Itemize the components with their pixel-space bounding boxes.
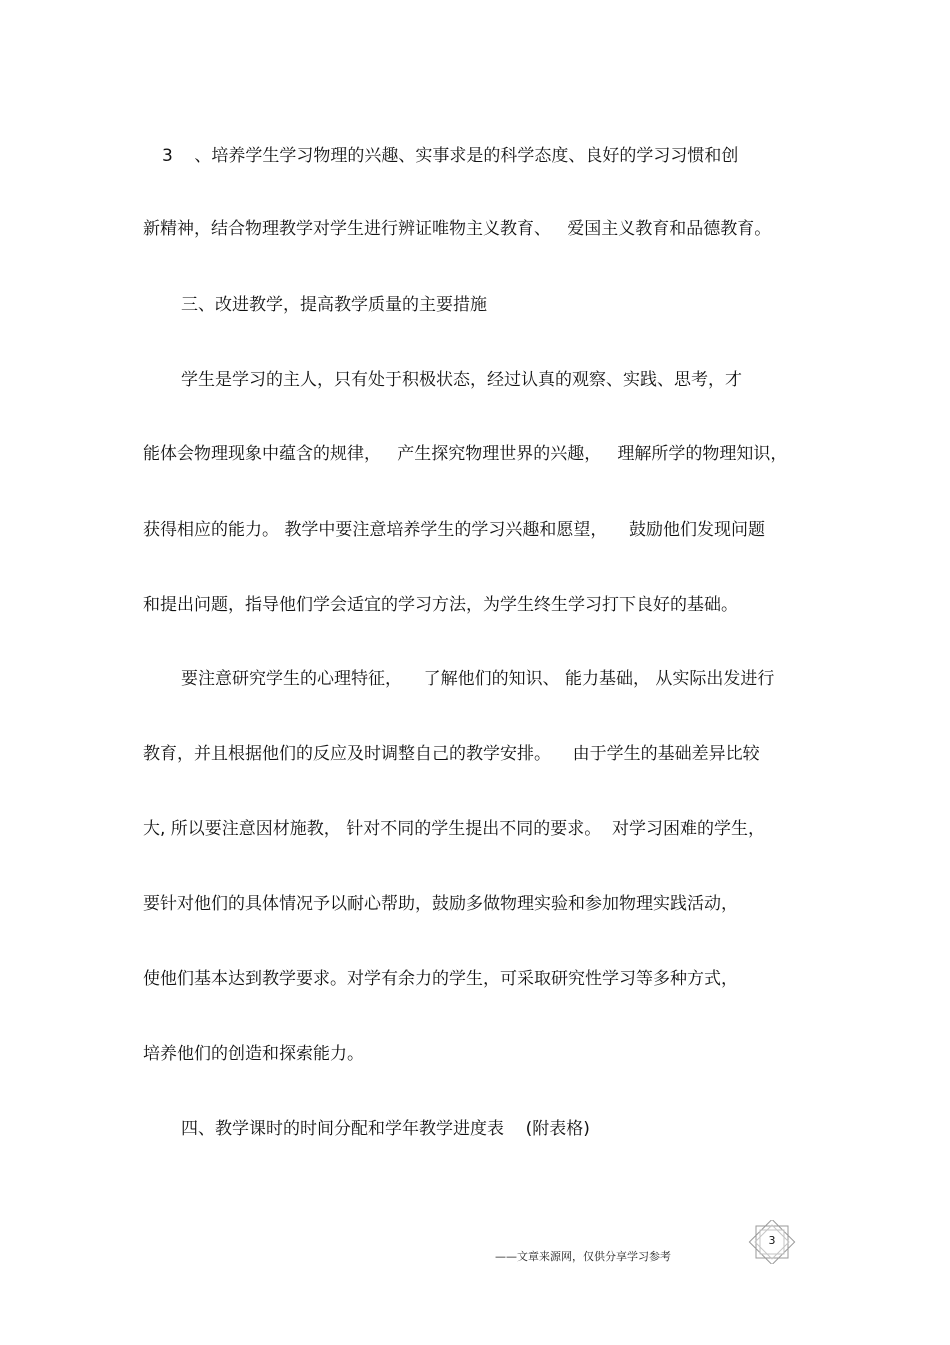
text-line-11: 要针对他们的具体情况予以耐心帮助，鼓励多做物理实验和参加物理实践活动， xyxy=(143,894,738,914)
text-line-10: 大, 所以要注意因材施教， 针对不同的学生提出不同的要求。 对学习困难的学生， xyxy=(143,819,766,839)
text-line-6: 获得相应的能力。 教学中要注意培养学生的学习兴趣和愿望， 鼓励他们发现问题 xyxy=(143,520,766,540)
section-heading-3: 三、改进教学，提高教学质量的主要措施 xyxy=(181,295,487,315)
text-line-4: 学生是学习的主人，只有处于积极状态，经过认真的观察、实践、思考，才 xyxy=(181,370,742,390)
text-line-1: 3 、培养学生学习物理的兴趣、实事求是的科学态度、良好的学习习惯和创 xyxy=(162,146,739,166)
text-line-5: 能体会物理现象中蕴含的规律， 产生探究物理世界的兴趣， 理解所学的物理知识， xyxy=(143,444,788,464)
footer-note: ——文章来源网，仅供分享学习参考 xyxy=(495,1250,671,1263)
text-line-12: 使他们基本达到教学要求。对学有余力的学生，可采取研究性学习等多种方式， xyxy=(143,969,738,989)
text-line-8: 要注意研究学生的心理特征， 了解他们的知识、 能力基础， 从实际出发进行 xyxy=(181,669,775,689)
page-number: 3 xyxy=(768,1234,776,1247)
text-line-9: 教育，并且根据他们的反应及时调整自己的教学安排。 由于学生的基础差异比较 xyxy=(143,744,760,764)
page-number-badge xyxy=(748,1220,796,1264)
section-heading-4: 四、教学课时的时间分配和学年教学进度表 (附表格) xyxy=(181,1119,590,1139)
text-line-2: 新精神，结合物理教学对学生进行辨证唯物主义教育、 爱国主义教育和品德教育。 xyxy=(143,219,772,239)
text-line-7: 和提出问题，指导他们学会适宜的学习方法，为学生终生学习打下良好的基础。 xyxy=(143,595,738,615)
text-line-13: 培养他们的创造和探索能力。 xyxy=(143,1044,364,1064)
